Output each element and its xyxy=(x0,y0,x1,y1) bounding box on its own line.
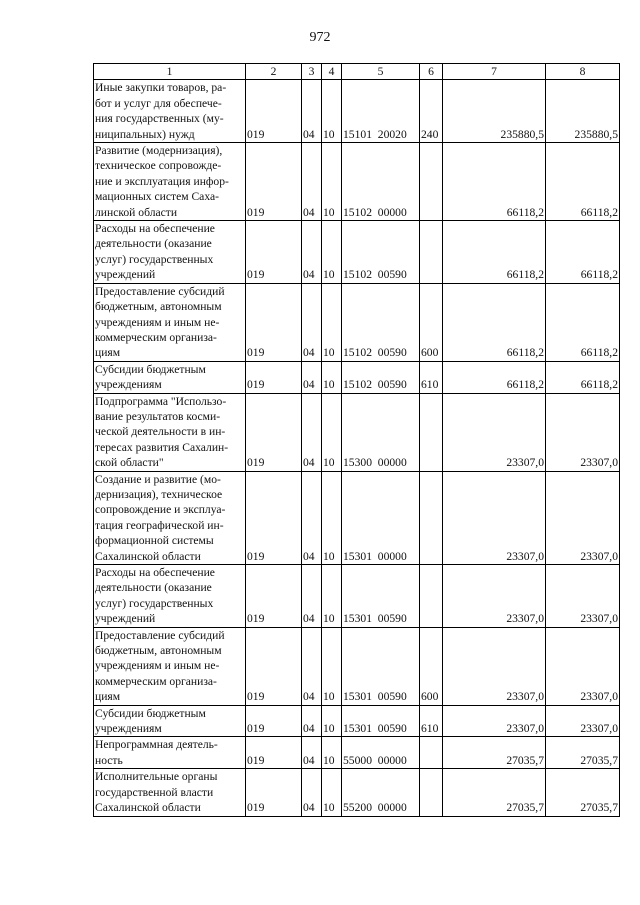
item-name-line: услуг) государственных xyxy=(95,252,214,266)
item-name-line: деятельности (оказание xyxy=(95,581,212,595)
item-name-line: Сахалинской области xyxy=(95,801,201,815)
table-row xyxy=(94,143,620,221)
section-cell: 04 xyxy=(302,471,322,564)
subsection-cell: 10 xyxy=(322,627,342,705)
item-name-line: коммерческим организа- xyxy=(95,330,217,344)
item-name-line: сопровождение и эксплуа- xyxy=(95,503,226,517)
amount-cell: 66118,2 xyxy=(546,221,620,284)
column-header: 1 xyxy=(94,64,246,80)
amount-cell: 66118,2 xyxy=(443,361,546,393)
amount-cell: 23307,0 xyxy=(546,565,620,628)
item-name-line: Подпрограмма "Использо- xyxy=(95,394,227,408)
item-name-line: Иные закупки товаров, ра- xyxy=(95,81,227,95)
target-article-cell: 15101 20020 xyxy=(342,80,420,143)
item-name-cell xyxy=(94,143,246,221)
item-name-line: коммерческим организа- xyxy=(95,674,217,688)
target-article-cell: 15300 00000 xyxy=(342,393,420,471)
target-article-cell: 55000 00000 xyxy=(342,737,420,769)
table-row xyxy=(94,627,620,705)
amount-cell: 23307,0 xyxy=(546,471,620,564)
table-row xyxy=(94,565,620,628)
item-name-line: Расходы на обеспечение xyxy=(95,566,215,579)
item-name-line: учреждениям и иным не- xyxy=(95,659,220,673)
subsection-cell: 10 xyxy=(322,283,342,361)
amount-cell: 66118,2 xyxy=(546,143,620,221)
subsection-cell: 10 xyxy=(322,769,342,816)
subsection-cell: 10 xyxy=(322,565,342,628)
subsection-cell: 10 xyxy=(322,737,342,769)
item-name-line: ческой деятельности в ин- xyxy=(95,425,226,439)
item-name-line: деятельности (оказание xyxy=(95,237,212,251)
target-article-cell: 15301 00590 xyxy=(342,565,420,628)
item-name-line: ность xyxy=(95,753,123,767)
table-row xyxy=(94,361,620,393)
item-name-cell xyxy=(94,565,246,628)
ministry-code-cell: 019 xyxy=(246,221,302,284)
item-name-cell xyxy=(94,705,246,737)
item-name-line: государственной власти xyxy=(95,785,214,799)
ministry-code-cell: 019 xyxy=(246,471,302,564)
item-name-line: учреждениям xyxy=(95,722,162,736)
item-name-line: тация географической ин- xyxy=(95,518,224,532)
target-article-cell: 15102 00590 xyxy=(342,361,420,393)
section-cell: 04 xyxy=(302,565,322,628)
amount-cell: 23307,0 xyxy=(443,393,546,471)
item-name-line: бот и услуг для обеспече- xyxy=(95,96,222,110)
subsection-cell: 10 xyxy=(322,361,342,393)
table-row xyxy=(94,705,620,737)
amount-cell: 23307,0 xyxy=(546,705,620,737)
ministry-code-cell: 019 xyxy=(246,737,302,769)
item-name-line: формационной системы xyxy=(95,534,214,548)
item-name-cell xyxy=(94,80,246,143)
page-number: 972 xyxy=(309,30,331,45)
table-row xyxy=(94,283,620,361)
item-name-cell xyxy=(94,769,246,816)
column-header: 3 xyxy=(302,64,322,80)
expense-type-cell: 600 xyxy=(420,627,443,705)
table-header-row xyxy=(94,64,620,80)
amount-cell: 66118,2 xyxy=(443,143,546,221)
amount-cell: 23307,0 xyxy=(443,565,546,628)
item-name-cell xyxy=(94,283,246,361)
ministry-code-cell: 019 xyxy=(246,283,302,361)
item-name-line: Исполнительные органы xyxy=(95,770,218,784)
amount-cell: 23307,0 xyxy=(546,393,620,471)
ministry-code-cell: 019 xyxy=(246,80,302,143)
item-name-line: Развитие (модернизация), xyxy=(95,144,223,158)
target-article-cell: 55200 00000 xyxy=(342,769,420,816)
subsection-cell: 10 xyxy=(322,80,342,143)
target-article-cell: 15102 00590 xyxy=(342,221,420,284)
item-name-line: Субсидии бюджетным xyxy=(95,362,206,376)
expense-type-cell xyxy=(420,737,443,769)
amount-cell: 23307,0 xyxy=(546,627,620,705)
ministry-code-cell: 019 xyxy=(246,143,302,221)
item-name-line: Непрограммная деятель- xyxy=(95,738,218,752)
table-row xyxy=(94,737,620,769)
item-name-line: Субсидии бюджетным xyxy=(95,706,206,720)
section-cell: 04 xyxy=(302,283,322,361)
expense-type-cell: 240 xyxy=(420,80,443,143)
item-name-line: учреждений xyxy=(95,268,156,282)
ministry-code-cell: 019 xyxy=(246,565,302,628)
ministry-code-cell: 019 xyxy=(246,705,302,737)
section-cell: 04 xyxy=(302,769,322,816)
item-name-line: мационных систем Саха- xyxy=(95,190,219,204)
ministry-code-cell: 019 xyxy=(246,393,302,471)
subsection-cell: 10 xyxy=(322,705,342,737)
item-name-line: учреждениям xyxy=(95,378,162,392)
amount-cell: 27035,7 xyxy=(443,737,546,769)
item-name-line: техническое сопровожде- xyxy=(95,159,222,173)
column-header: 6 xyxy=(420,64,443,80)
item-name-line: тересах развития Сахалин- xyxy=(95,440,229,454)
item-name-line: вание результатов косми- xyxy=(95,409,221,423)
item-name-line: Сахалинской области xyxy=(95,549,201,563)
target-article-cell: 15102 00000 xyxy=(342,143,420,221)
item-name-line: дернизация), техническое xyxy=(95,487,223,501)
amount-cell: 27035,7 xyxy=(443,769,546,816)
table-row xyxy=(94,221,620,284)
ministry-code-cell: 019 xyxy=(246,769,302,816)
subsection-cell: 10 xyxy=(322,471,342,564)
item-name-line: циям xyxy=(95,346,121,360)
expense-type-cell: 610 xyxy=(420,361,443,393)
section-cell: 04 xyxy=(302,221,322,284)
column-header: 5 xyxy=(342,64,420,80)
amount-cell: 66118,2 xyxy=(546,283,620,361)
item-name-line: линской области xyxy=(95,205,178,219)
item-name-line: ние и эксплуатация инфор- xyxy=(95,174,229,188)
item-name-line: бюджетным, автономным xyxy=(95,300,222,314)
expense-type-cell xyxy=(420,769,443,816)
amount-cell: 23307,0 xyxy=(443,705,546,737)
ministry-code-cell: 019 xyxy=(246,627,302,705)
expense-type-cell xyxy=(420,565,443,628)
item-name-line: ния государственных (му- xyxy=(95,112,224,126)
section-cell: 04 xyxy=(302,737,322,769)
table-body xyxy=(94,80,620,816)
budget-table xyxy=(93,63,620,817)
column-header: 8 xyxy=(546,64,620,80)
section-cell: 04 xyxy=(302,143,322,221)
amount-cell: 66118,2 xyxy=(443,221,546,284)
item-name-cell xyxy=(94,627,246,705)
column-header: 4 xyxy=(322,64,342,80)
section-cell: 04 xyxy=(302,361,322,393)
item-name-line: услуг) государственных xyxy=(95,596,214,610)
subsection-cell: 10 xyxy=(322,393,342,471)
item-name-cell xyxy=(94,737,246,769)
item-name-cell xyxy=(94,361,246,393)
item-name-cell xyxy=(94,471,246,564)
section-cell: 04 xyxy=(302,80,322,143)
section-cell: 04 xyxy=(302,705,322,737)
item-name-line: учреждений xyxy=(95,612,156,626)
column-header: 2 xyxy=(246,64,302,80)
item-name-line: циям xyxy=(95,690,121,704)
section-cell: 04 xyxy=(302,627,322,705)
item-name-line: Создание и развитие (мо- xyxy=(95,472,221,486)
expense-type-cell: 600 xyxy=(420,283,443,361)
amount-cell: 66118,2 xyxy=(443,283,546,361)
subsection-cell: 10 xyxy=(322,143,342,221)
item-name-line: Расходы на обеспечение xyxy=(95,222,215,236)
column-header: 7 xyxy=(443,64,546,80)
item-name-line: Предоставление субсидий xyxy=(95,628,225,642)
amount-cell: 66118,2 xyxy=(546,361,620,393)
amount-cell: 27035,7 xyxy=(546,737,620,769)
section-cell: 04 xyxy=(302,393,322,471)
expense-type-cell: 610 xyxy=(420,705,443,737)
item-name-line: учреждениям и иным не- xyxy=(95,315,220,329)
expense-type-cell xyxy=(420,393,443,471)
expense-type-cell xyxy=(420,471,443,564)
table-row xyxy=(94,769,620,816)
table-row xyxy=(94,393,620,471)
item-name-line: Предоставление субсидий xyxy=(95,284,225,298)
target-article-cell: 15301 00590 xyxy=(342,705,420,737)
amount-cell: 235880,5 xyxy=(443,80,546,143)
item-name-line: бюджетным, автономным xyxy=(95,644,222,658)
ministry-code-cell: 019 xyxy=(246,361,302,393)
amount-cell: 23307,0 xyxy=(443,471,546,564)
amount-cell: 23307,0 xyxy=(443,627,546,705)
target-article-cell: 15301 00590 xyxy=(342,627,420,705)
item-name-line: ниципальных) нужд xyxy=(95,127,195,141)
item-name-cell xyxy=(94,393,246,471)
amount-cell: 27035,7 xyxy=(546,769,620,816)
amount-cell: 235880,5 xyxy=(546,80,620,143)
item-name-cell xyxy=(94,221,246,284)
table-row xyxy=(94,80,620,143)
expense-type-cell xyxy=(420,143,443,221)
target-article-cell: 15301 00000 xyxy=(342,471,420,564)
target-article-cell: 15102 00590 xyxy=(342,283,420,361)
expense-type-cell xyxy=(420,221,443,284)
item-name-line: ской области" xyxy=(95,456,164,470)
table-row xyxy=(94,471,620,564)
subsection-cell: 10 xyxy=(322,221,342,284)
